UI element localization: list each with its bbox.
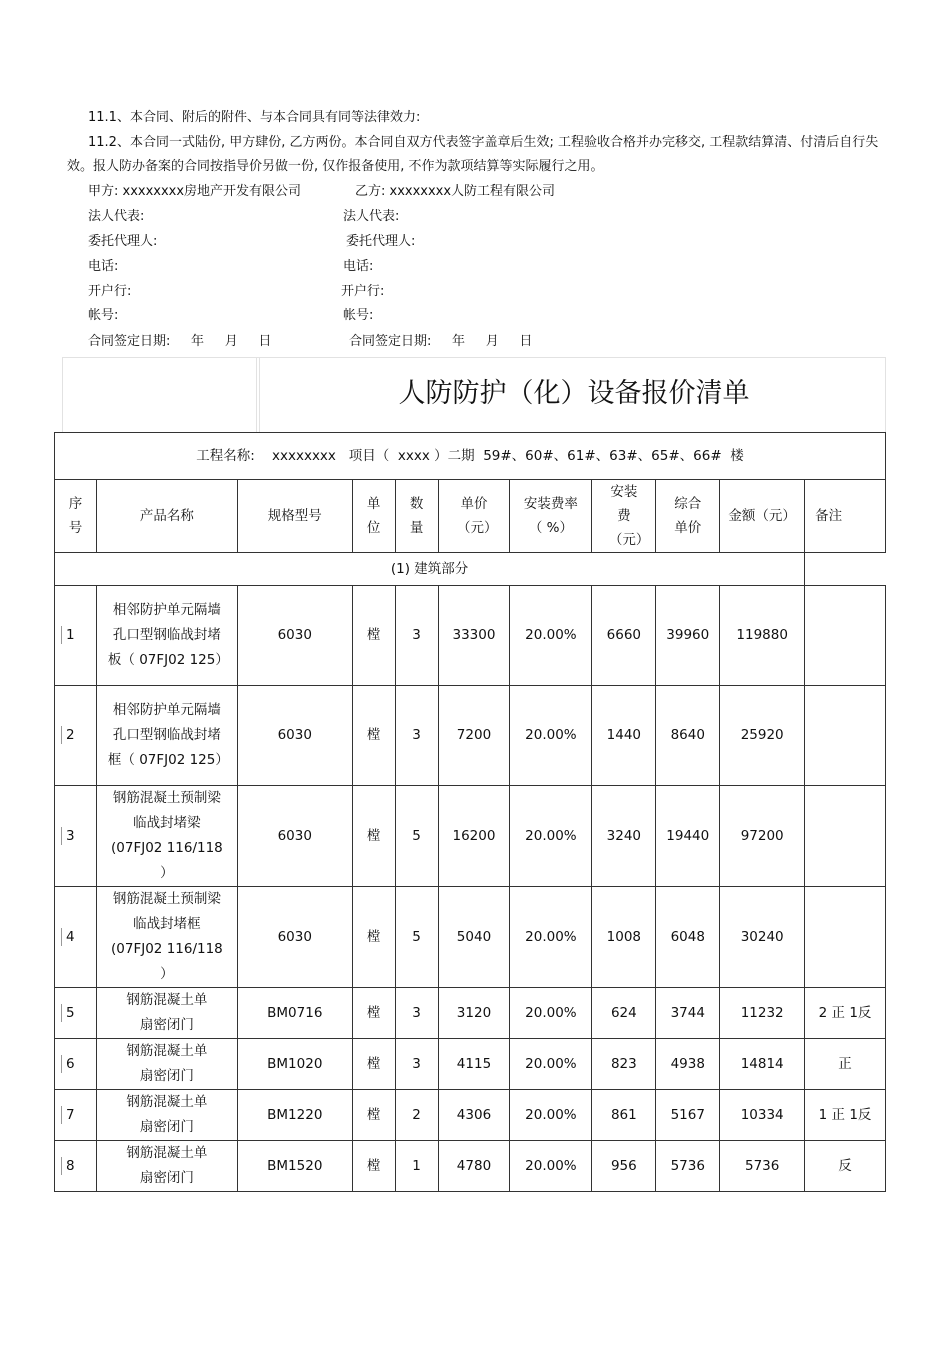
header-rate: 安装费率（ %） <box>510 480 592 553</box>
table-row <box>55 1039 886 1090</box>
row-total-unit: 5736 <box>656 1141 720 1192</box>
header-total-unit: 综合单价 <box>656 480 720 553</box>
row-spec: BM1220 <box>237 1090 352 1141</box>
party-b-bank: 开户行: <box>341 284 385 299</box>
row-product: 相邻防护单元隔墙孔口型钢临战封堵框（ 07FJ02 125） <box>107 702 229 768</box>
row-note <box>805 786 886 887</box>
party-a-date: 合同签定日期: 年 月 日 <box>88 334 272 349</box>
row-fee: 823 <box>592 1039 656 1090</box>
header-name: 产品名称 <box>96 480 237 553</box>
row-amount: 25920 <box>720 686 805 786</box>
row-qty: 3 <box>395 686 438 786</box>
row-qty: 1 <box>395 1141 438 1192</box>
row-qty: 5 <box>395 786 438 887</box>
row-fee: 1440 <box>592 686 656 786</box>
header-unit: 单位 <box>352 480 395 553</box>
table-row <box>55 988 886 1039</box>
header-amount: 金额（元） <box>720 480 805 553</box>
row-seq: 7 <box>66 1106 75 1123</box>
row-price: 7200 <box>438 686 510 786</box>
row-rate: 20.00% <box>510 1039 592 1090</box>
row-spec: BM0716 <box>237 988 352 1039</box>
table-row <box>55 686 886 786</box>
row-spec: BM1520 <box>237 1141 352 1192</box>
header-note: 备注 <box>805 480 886 553</box>
title-frame-divider <box>256 357 260 433</box>
row-note: 反 <box>805 1141 886 1192</box>
party-b-phone: 电话: <box>343 259 374 274</box>
row-price: 3120 <box>438 988 510 1039</box>
section-blank <box>805 553 886 586</box>
row-unit: 樘 <box>352 1141 395 1192</box>
row-total-unit: 39960 <box>656 586 720 686</box>
row-total-unit: 4938 <box>656 1039 720 1090</box>
row-price: 16200 <box>438 786 510 887</box>
party-a-name: 甲方: xxxxxxxx房地产开发有限公司 <box>88 184 302 199</box>
row-qty: 3 <box>395 586 438 686</box>
party-a-phone: 电话: <box>88 259 119 274</box>
row-unit: 樘 <box>352 1039 395 1090</box>
row-unit: 樘 <box>352 786 395 887</box>
row-price: 5040 <box>438 887 510 988</box>
row-unit: 樘 <box>352 1090 395 1141</box>
row-rate: 20.00% <box>510 988 592 1039</box>
row-amount: 14814 <box>720 1039 805 1090</box>
table-row <box>55 586 886 686</box>
row-note: 1 正 1反 <box>805 1090 886 1141</box>
row-qty: 2 <box>395 1090 438 1141</box>
row-seq: 1 <box>66 627 75 643</box>
row-rate: 20.00% <box>510 1141 592 1192</box>
row-spec: 6030 <box>237 887 352 988</box>
row-seq: 5 <box>66 1004 75 1021</box>
quote-table <box>54 432 886 1192</box>
row-rate: 20.00% <box>510 1090 592 1141</box>
header-price: 单价（元） <box>438 480 510 553</box>
header-seq: 序号 <box>55 480 97 553</box>
party-b-account: 帐号: <box>343 308 374 323</box>
row-spec: 6030 <box>237 786 352 887</box>
row-product: 钢筋混凝土单扇密闭门 <box>126 1094 208 1135</box>
party-b-rep: 法人代表: <box>343 209 400 224</box>
row-product: 钢筋混凝土单扇密闭门 <box>126 992 208 1033</box>
row-fee: 1008 <box>592 887 656 988</box>
row-qty: 5 <box>395 887 438 988</box>
row-note <box>805 686 886 786</box>
row-price: 4780 <box>438 1141 510 1192</box>
party-b-date: 合同签定日期: 年 月 日 <box>349 334 533 349</box>
row-product: 钢筋混凝土预制梁临战封堵框 (07FJ02 116/118 ） <box>111 891 223 982</box>
row-unit: 樘 <box>352 686 395 786</box>
row-seq: 4 <box>66 928 75 945</box>
row-amount: 10334 <box>720 1090 805 1141</box>
row-unit: 樘 <box>352 988 395 1039</box>
project-name: 工程名称: xxxxxxxx 项目（ xxxx ）二期 59#、60#、61#、63#、65#、66# 楼 <box>55 433 886 480</box>
row-total-unit: 8640 <box>656 686 720 786</box>
party-b-name: 乙方: xxxxxxxx人防工程有限公司 <box>355 184 556 199</box>
row-fee: 3240 <box>592 786 656 887</box>
row-amount: 5736 <box>720 1141 805 1192</box>
party-b-agent: 委托代理人: <box>346 234 416 249</box>
table-row <box>55 1141 886 1192</box>
row-price: 4306 <box>438 1090 510 1141</box>
row-seq: 2 <box>66 727 75 743</box>
row-fee: 956 <box>592 1141 656 1192</box>
row-rate: 20.00% <box>510 887 592 988</box>
row-seq: 3 <box>66 827 75 844</box>
row-product: 相邻防护单元隔墙孔口型钢临战封堵板（ 07FJ02 125） <box>107 602 229 668</box>
party-a-account: 帐号: <box>88 308 119 323</box>
row-note <box>805 586 886 686</box>
table-row <box>55 1090 886 1141</box>
header-spec: 规格型号 <box>237 480 352 553</box>
row-product: 钢筋混凝土单扇密闭门 <box>126 1043 208 1084</box>
row-spec: 6030 <box>237 686 352 786</box>
row-amount: 30240 <box>720 887 805 988</box>
row-amount: 97200 <box>720 786 805 887</box>
clause-11-2: 11.2、本合同一式陆份, 甲方肆份, 乙方两份。本合同自双方代表签字盖章后生效; 工程验收合格并办完移交, 工程款结算清、付清后自行失效。报人防办备案的合同按指导价另做一份, 仅作报备使用, 不作为款项结算等实际履行之用。 <box>67 135 879 174</box>
table-row <box>55 786 886 887</box>
table-row <box>55 887 886 988</box>
quote-title: 人防防护（化）设备报价清单 <box>398 378 750 409</box>
row-total-unit: 6048 <box>656 887 720 988</box>
row-qty: 3 <box>395 1039 438 1090</box>
party-a-bank: 开户行: <box>88 284 132 299</box>
row-total-unit: 5167 <box>656 1090 720 1141</box>
row-price: 33300 <box>438 586 510 686</box>
party-a-agent: 委托代理人: <box>88 234 158 249</box>
section-architecture: (1) 建筑部分 <box>55 553 805 586</box>
row-rate: 20.00% <box>510 786 592 887</box>
row-total-unit: 3744 <box>656 988 720 1039</box>
row-amount: 11232 <box>720 988 805 1039</box>
row-note: 2 正 1反 <box>805 988 886 1039</box>
row-note <box>805 887 886 988</box>
party-a-rep: 法人代表: <box>88 209 145 224</box>
header-qty: 数量 <box>395 480 438 553</box>
row-product: 钢筋混凝土单扇密闭门 <box>126 1145 208 1186</box>
row-qty: 3 <box>395 988 438 1039</box>
row-fee: 6660 <box>592 586 656 686</box>
clause-11-1: 11.1、本合同、附后的附件、与本合同具有同等法律效力: <box>88 110 421 125</box>
row-rate: 20.00% <box>510 686 592 786</box>
row-note: 正 <box>805 1039 886 1090</box>
header-fee: 安装费（元） <box>592 480 656 553</box>
row-product: 钢筋混凝土预制梁临战封堵梁 (07FJ02 116/118 ） <box>111 790 223 881</box>
table-header <box>55 480 886 553</box>
row-spec: BM1020 <box>237 1039 352 1090</box>
row-price: 4115 <box>438 1039 510 1090</box>
row-spec: 6030 <box>237 586 352 686</box>
row-seq: 8 <box>66 1157 75 1174</box>
row-unit: 樘 <box>352 887 395 988</box>
row-total-unit: 19440 <box>656 786 720 887</box>
row-unit: 樘 <box>352 586 395 686</box>
row-fee: 624 <box>592 988 656 1039</box>
row-fee: 861 <box>592 1090 656 1141</box>
row-amount: 119880 <box>720 586 805 686</box>
row-seq: 6 <box>66 1055 75 1072</box>
row-rate: 20.00% <box>510 586 592 686</box>
